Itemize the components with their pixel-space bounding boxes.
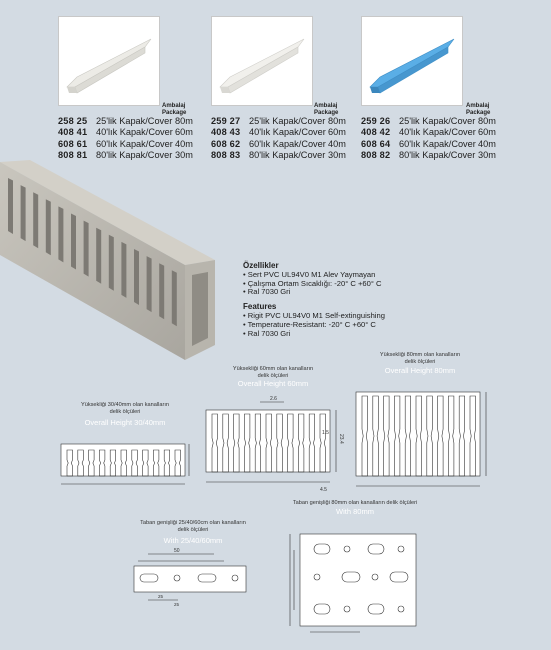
product-table-grey: [58, 116, 193, 161]
package-label: Ambalaj Package: [314, 103, 339, 116]
caption-base-25-40-60: Taban genişliği 25/40/60cm olan kanalların delik ölçüleri: [140, 520, 246, 533]
title-30-40: Overall Height 30/40mm: [84, 418, 166, 427]
table-row: 408 41 40'lık Kapak/Cover 60m: [58, 127, 193, 138]
features-block: [243, 262, 385, 338]
dim-label: 50: [174, 548, 180, 554]
product-photo-grey-cover: [58, 16, 160, 106]
title-base-80: With 80mm: [336, 507, 374, 516]
dim-label: 2.6: [270, 396, 277, 402]
drawing-height-30-40: [55, 440, 200, 495]
feature-item: • Sert PVC UL94V0 M1 Alev Yaymayan: [243, 269, 376, 279]
drawing-base-25-40-60: [128, 548, 258, 608]
table-row: 408 43 40'lık Kapak/Cover 60m: [211, 127, 346, 138]
dim-label: 25: [158, 594, 164, 599]
duct-slot: [147, 256, 152, 312]
product-photo-blue-cover: [361, 16, 463, 106]
caption-80: Yüksekliği 80mm olan kanalların delik ölçüleri: [379, 352, 461, 365]
duct-slot: [21, 185, 26, 241]
features-en-title: Features: [243, 302, 277, 312]
product-table-blue: [361, 116, 496, 161]
drawing-base-80: [280, 520, 440, 635]
package-label: Ambalaj Package: [162, 103, 187, 116]
duct-slot: [159, 263, 164, 319]
duct-photo: [0, 160, 240, 370]
dim-label: 23.4: [338, 434, 344, 444]
dim-label: 25: [174, 602, 180, 607]
feature-item: • Ral 7030 Gri: [243, 328, 291, 338]
duct-slot: [134, 249, 139, 305]
duct-slot: [71, 214, 76, 270]
title-base-25-40-60: With 25/40/60mm: [163, 536, 223, 545]
drawing-height-60: [200, 392, 350, 497]
table-row: 808 83 80'lik Kapak/Cover 30m: [211, 149, 346, 160]
table-row: 808 81 80'lik Kapak/Cover 30m: [58, 149, 193, 160]
feature-item: • Çalışma Ortam Sıcaklığı: -20° C +60° C: [243, 278, 382, 288]
table-row: 259 27 25'lik Kapak/Cover 80m: [211, 116, 346, 126]
table-row: 258 25 25'lik Kapak/Cover 80m: [58, 116, 193, 126]
dim-label: 1.5: [322, 430, 329, 436]
drawing-height-80: [350, 378, 500, 498]
features-tr-title: Özellikler: [243, 261, 279, 270]
table-row: 608 61 60'lık Kapak/Cover 40m: [58, 138, 193, 149]
table-row: 259 26 25'lik Kapak/Cover 80m: [361, 116, 496, 126]
feature-item: • Temperature-Resistant: -20° C +60° C: [243, 319, 376, 329]
table-row: 408 42 40'lık Kapak/Cover 60m: [361, 127, 496, 138]
title-80: Overall Height 80mm: [384, 366, 456, 375]
package-label: Ambalaj Package: [466, 103, 491, 116]
table-row: 608 62 60'lık Kapak/Cover 40m: [211, 138, 346, 149]
product-table-white: [211, 116, 346, 161]
feature-item: • Rigit PVC UL94V0 M1 Self-extinguishing: [243, 310, 385, 320]
duct-slot: [46, 199, 51, 255]
table-row: 808 82 80'lik Kapak/Cover 30m: [361, 149, 496, 160]
feature-item: • Ral 7030 Gri: [243, 287, 291, 297]
dim-label: 4.5: [320, 487, 327, 493]
duct-slot: [8, 178, 13, 234]
duct-slot: [96, 228, 101, 284]
duct-slot: [84, 221, 89, 277]
caption-30-40: Yüksekliği 30/40mm olan kanalların delik ölçüleri: [81, 402, 169, 415]
duct-slot: [121, 242, 126, 298]
table-row: 608 64 60'lık Kapak/Cover 40m: [361, 138, 496, 149]
caption-60: Yüksekliği 60mm olan kanalların delik ölçüleri: [232, 366, 314, 379]
duct-slot: [172, 270, 177, 326]
duct-slot: [58, 206, 63, 262]
duct-slot: [33, 192, 38, 248]
product-photo-white-cover: [211, 16, 313, 106]
caption-base-80: Taban genişliği 80mm olan kanalların delik ölçüleri: [292, 500, 418, 506]
title-60: Overall Height 60mm: [237, 379, 309, 388]
duct-slot: [109, 235, 114, 291]
